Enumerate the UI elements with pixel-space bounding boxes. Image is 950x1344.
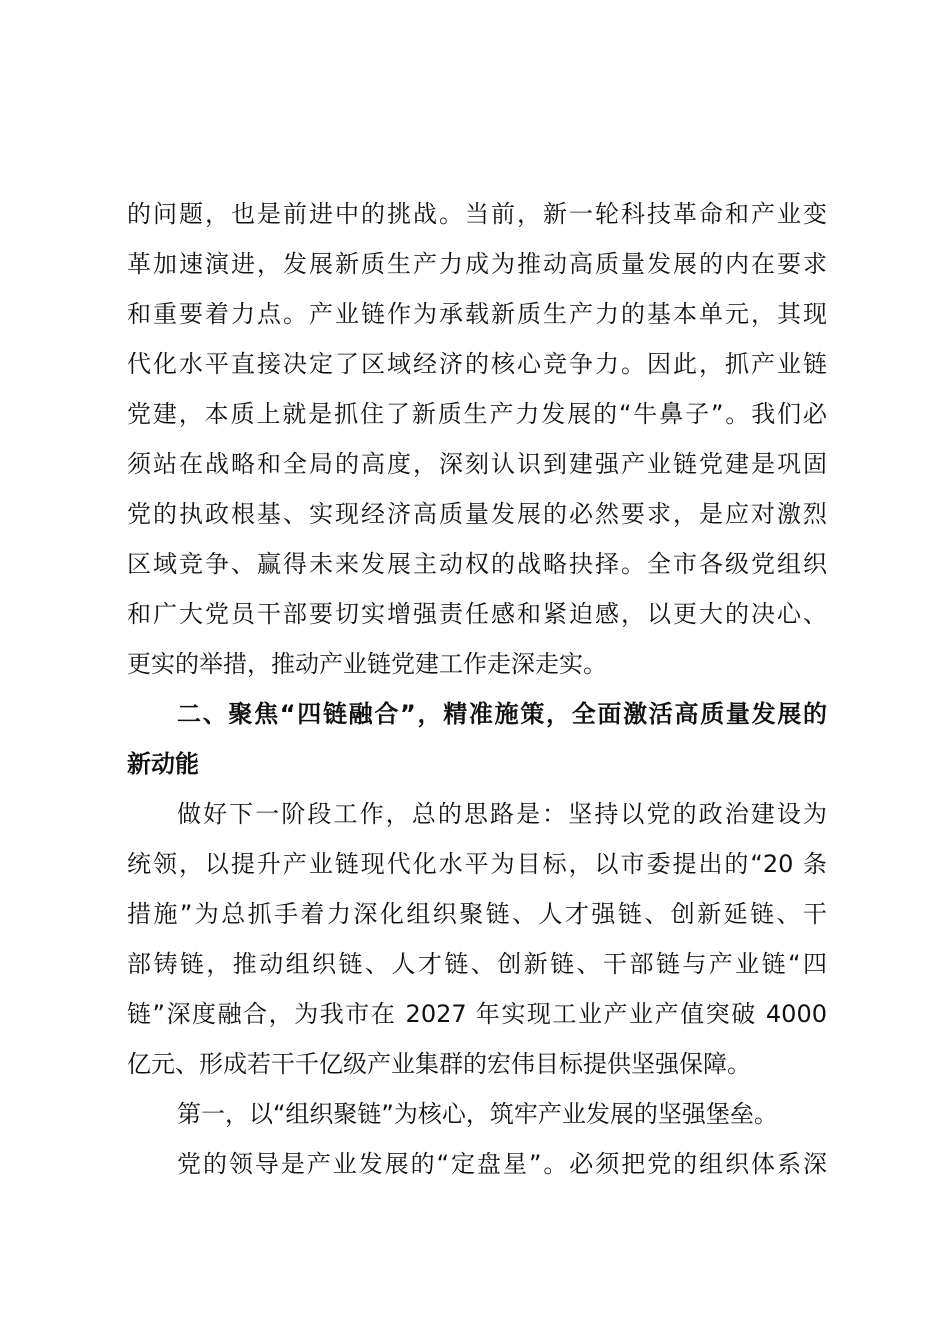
body-text-line: 统领，以提升产业链现代化水平为目标，以市委提出的“20 条 — [127, 850, 827, 878]
body-text-line: 革加速演进，发展新质生产力成为推动高质量发展的内在要求 — [127, 250, 827, 278]
body-text-line: 更实的举措，推动产业链党建工作走深走实。 — [127, 650, 607, 678]
section-heading: 二、聚焦“四链融合”，精准施策，全面激活高质量发展的 — [177, 700, 827, 728]
body-text-line: 和广大党员干部要切实增强责任感和紧迫感，以更大的决心、 — [127, 600, 827, 628]
body-text-line: 代化水平直接决定了区域经济的核心竞争力。因此，抓产业链 — [127, 350, 827, 378]
body-text-line: 做好下一阶段工作，总的思路是：坚持以党的政治建设为 — [177, 800, 827, 828]
body-text-line: 党的领导是产业发展的“定盘星”。必须把党的组织体系深 — [177, 1150, 827, 1178]
body-text-line: 党建，本质上就是抓住了新质生产力发展的“牛鼻子”。我们必 — [127, 400, 827, 428]
body-text-line: 的问题，也是前进中的挑战。当前，新一轮科技革命和产业变 — [127, 200, 827, 228]
body-text-line: 区域竞争、赢得未来发展主动权的战略抉择。全市各级党组织 — [127, 550, 827, 578]
body-text-line: 须站在战略和全局的高度，深刻认识到建强产业链党建是巩固 — [127, 450, 827, 478]
body-text-line: 和重要着力点。产业链作为承载新质生产力的基本单元，其现 — [127, 300, 827, 328]
body-text-line: 第一，以“组织聚链”为核心，筑牢产业发展的坚强堡垒。 — [177, 1100, 778, 1128]
body-text-line: 链”深度融合，为我市在 2027 年实现工业产业产值突破 4000 — [127, 1000, 827, 1028]
section-heading: 新动能 — [127, 750, 199, 778]
body-text-line: 部铸链，推动组织链、人才链、创新链、干部链与产业链“四 — [127, 950, 827, 978]
body-text-line: 措施”为总抓手着力深化组织聚链、人才强链、创新延链、干 — [127, 900, 827, 928]
body-text-line: 亿元、形成若干千亿级产业集群的宏伟目标提供坚强保障。 — [127, 1050, 751, 1078]
body-text-line: 党的执政根基、实现经济高质量发展的必然要求，是应对激烈 — [127, 500, 827, 528]
